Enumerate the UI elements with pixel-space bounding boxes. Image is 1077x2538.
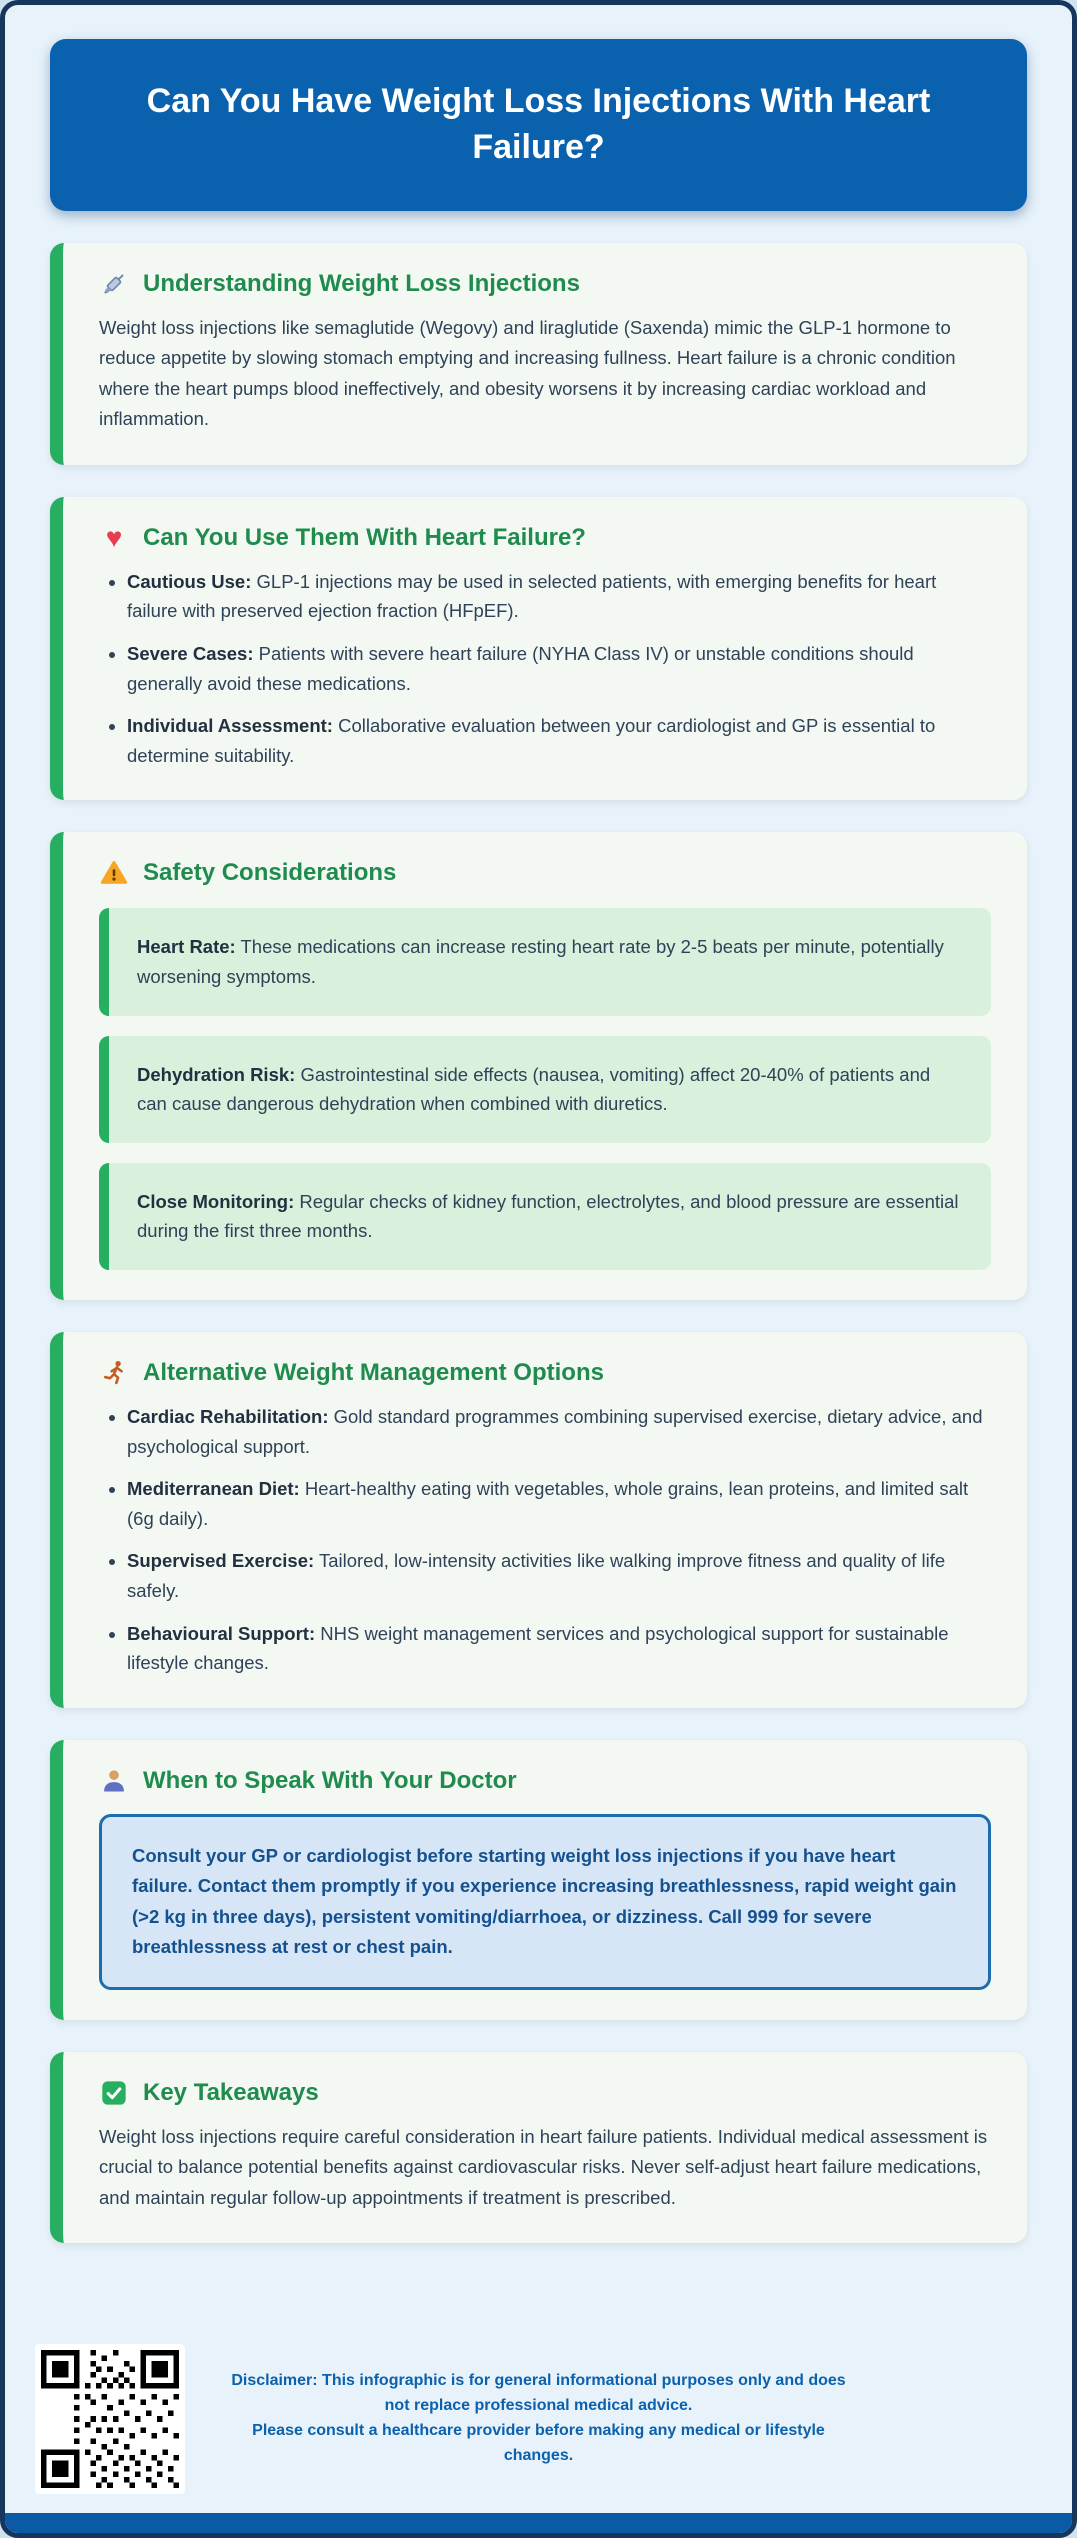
usage-list [99, 567, 991, 771]
bottom-accent-bar [5, 2513, 1072, 2533]
section-heading [99, 1766, 991, 1796]
list-item-text: NHS weight management services and psychological support for sustainable lifestyle changes. [127, 1622, 949, 1674]
section-takeaways [50, 2052, 1027, 2244]
list-item-text: Collaborative evaluation between your cardiologist and GP is essential to determine suitability. [127, 715, 936, 766]
list-item-label: Supervised Exercise: [127, 1550, 315, 1572]
safety-box-dehydration [99, 1036, 991, 1143]
list-item [127, 711, 991, 770]
safety-box-label: Dehydration Risk: [137, 1063, 296, 1085]
section-title-text: Understanding Weight Loss Injections [143, 269, 580, 297]
heart-icon: ♥ [105, 521, 123, 553]
section-heading [99, 2078, 991, 2108]
section-heading [99, 523, 991, 553]
page-header [50, 39, 1027, 211]
list-item [127, 567, 991, 626]
disclaimer-line2: Please consult a healthcare provider before making any medical or lifestyle changes. [252, 2422, 825, 2464]
list-item [127, 1402, 991, 1461]
list-item-label: Cardiac Rehabilitation: [127, 1405, 329, 1427]
section-title-text: Alternative Weight Management Options [143, 1358, 604, 1386]
section-safety [50, 832, 1027, 1300]
section-heading [99, 858, 991, 888]
list-item-label: Cautious Use: [127, 570, 252, 592]
list-item-label: Mediterranean Diet: [127, 1478, 300, 1500]
list-item [127, 1619, 991, 1678]
safety-box-text: Gastrointestinal side effects (nausea, vomiting) affect 20-40% of patients and can cause dangerous dehydration when combined with diuretics. [137, 1063, 931, 1115]
disclaimer-label: Disclaimer: [231, 2372, 318, 2390]
doctor-icon [99, 1766, 129, 1796]
alternatives-list [99, 1402, 991, 1678]
list-item-text: Gold standard programmes combining supervised exercise, dietary advice, and psychological support. [127, 1405, 983, 1457]
disclaimer-text [219, 2369, 859, 2468]
safety-box-monitoring [99, 1163, 991, 1270]
doctor-advice-box [99, 1814, 991, 1990]
syringe-icon [99, 269, 129, 299]
section-understanding [50, 243, 1027, 465]
section-doctor [50, 1740, 1027, 2020]
list-item-label: Behavioural Support: [127, 1622, 316, 1644]
safety-box-label: Heart Rate: [137, 936, 236, 958]
list-item-label: Individual Assessment: [127, 715, 333, 737]
list-item [127, 639, 991, 698]
safety-box-text: Regular checks of kidney function, electrolytes, and blood pressure are essential during the first three months. [137, 1190, 959, 1242]
safety-box-heart-rate [99, 908, 991, 1015]
section-title-text: Safety Considerations [143, 859, 397, 887]
footer [5, 2337, 1072, 2501]
section-body: Weight loss injections like semaglutide (Wegovy) and liraglutide (Saxenda) mimic the GLP-1 hormone to reduce appetite by slowing stomach emptying and increasing fullness. Heart failure is a chronic condition where the heart pumps blood ineffectively, and obesity worsens it by increasing cardiac workload and inflammation. [99, 316, 956, 430]
disclaimer-line1: This infographic is for general informational purposes only and does not replace professional medical advice. [317, 2372, 846, 2415]
section-usage [50, 497, 1027, 801]
section-alternatives [50, 1332, 1027, 1708]
section-title-text: When to Speak With Your Doctor [143, 1766, 517, 1794]
list-item-text: Tailored, low-intensity activities like walking improve fitness and quality of life safely. [127, 1550, 946, 1601]
section-body: Weight loss injections require careful consideration in heart failure patients. Individual medical assessment is crucial to balance potential benefits against cardiovascular risks. Never self-adjust heart failure medications, and maintain regular follow-up appointments if treatment is prescribed. [99, 2125, 988, 2208]
page-title: Can You Have Weight Loss Injections With Heart Failure? [146, 82, 931, 166]
section-heading [99, 269, 991, 299]
section-heading [99, 1358, 991, 1388]
list-item-label: Severe Cases: [127, 643, 254, 665]
safety-box-label: Close Monitoring: [137, 1190, 295, 1212]
section-title-text: Can You Use Them With Heart Failure? [143, 523, 586, 551]
list-item-text: Patients with severe heart failure (NYHA Class IV) or unstable conditions should generally avoid these medications. [127, 643, 914, 694]
list-item-text: Heart-healthy eating with vegetables, whole grains, lean proteins, and limited salt (6g daily). [127, 1478, 969, 1529]
check-icon [99, 2078, 129, 2108]
safety-box-text: These medications can increase resting heart rate by 2-5 beats per minute, potentially worsening symptoms. [137, 936, 944, 987]
warning-icon [99, 858, 129, 888]
list-item-text: GLP-1 injections may be used in selected patients, with emerging benefits for heart failure with preserved ejection fraction (HFpEF). [127, 570, 937, 622]
section-title-text: Key Takeaways [143, 2078, 319, 2106]
list-item [127, 1546, 991, 1605]
runner-icon [99, 1358, 129, 1388]
qr-code [35, 2344, 185, 2494]
list-item [127, 1474, 991, 1533]
doctor-advice-text: Consult your GP or cardiologist before starting weight loss injections if you have heart failure. Contact them promptly if you experience increasing breathlessness, rapid weight gain (>2 kg in three days), persistent vomiting/diarrhoea, or dizziness. Call 999 for severe breathlessness at rest or chest pain. [132, 1844, 957, 1958]
